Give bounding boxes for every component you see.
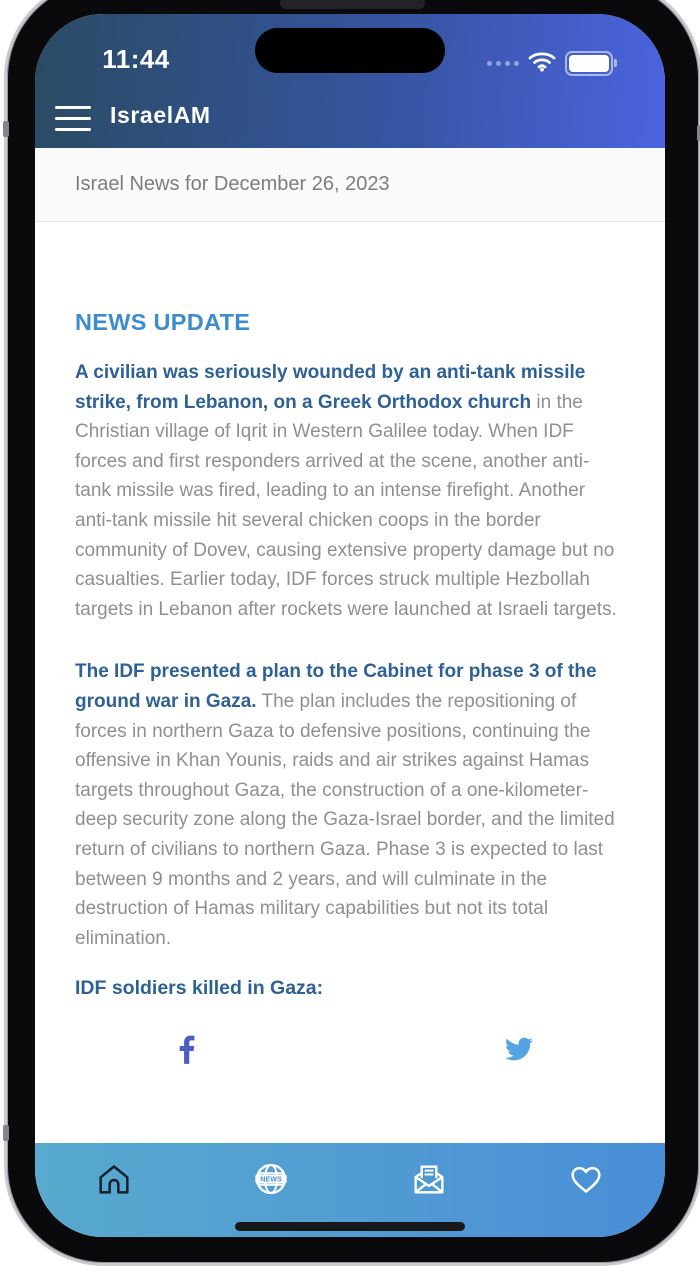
facebook-icon[interactable] (170, 1031, 204, 1067)
article-paragraph (75, 657, 620, 953)
speaker-slot (280, 0, 425, 9)
twitter-icon[interactable] (503, 1035, 535, 1063)
antenna-band (3, 121, 9, 137)
date-header (35, 148, 665, 222)
phone-frame (4, 0, 700, 1266)
paragraph-lead: A civilian was seriously wounded by an anti-tank missile strike, from Lebanon, on a Greek Orthodox church (75, 362, 586, 413)
battery-icon (565, 51, 613, 76)
article-paragraph (75, 358, 620, 624)
dynamic-island (255, 28, 445, 73)
antenna-band (3, 1125, 9, 1141)
home-indicator[interactable] (235, 1222, 465, 1231)
phone-screen (35, 14, 665, 1237)
status-icons (487, 52, 613, 74)
home-icon[interactable] (94, 1159, 134, 1199)
cellular-signal-icon (487, 61, 519, 66)
status-time: 11:44 (102, 44, 170, 74)
app-title: IsraelAM (110, 102, 211, 128)
mail-icon[interactable] (409, 1159, 449, 1199)
date-header-text: Israel News for December 26, 2023 (75, 173, 390, 195)
menu-button[interactable] (55, 106, 91, 132)
app-header (35, 14, 665, 148)
news-icon-label: NEWS (260, 1175, 282, 1184)
article-subheading: IDF soldiers killed in Gaza: (75, 977, 324, 1000)
favorites-heart-icon[interactable] (566, 1159, 606, 1199)
article-heading: NEWS UPDATE (75, 309, 251, 335)
paragraph-body: in the Christian village of Iqrit in Western Galilee today. When IDF forces and first responders arrived at the scene, another anti-tank missile was fired, leading to an intense firefight. Another anti-tank missile hit several chicken coops in the border community of Dovev, causing extensive property damage but no casualties. Earlier today, IDF forces struck multiple Hezbollah targets in Lebanon after rockets were launched at Israeli targets. (75, 391, 617, 620)
social-share-row (75, 1031, 620, 1067)
wifi-icon (528, 50, 556, 77)
paragraph-body: The plan includes the repositioning of forces in northern Gaza to defensive positions, continuing the offensive in Khan Younis, raids and air strikes against Hamas targets throughout Gaza, the construction of a one-kilometer-deep security zone along the Gaza-Israel border, and the limited return of civilians to northern Gaza. Phase 3 is expected to last between 9 months and 2 years, and will culminate in the destruction of Hamas military capabilities but not its total elimination. (75, 690, 615, 949)
paragraph-lead: The IDF presented a plan to the Cabinet for phase 3 of the ground war in Gaza. (75, 661, 597, 712)
news-icon[interactable] (251, 1159, 291, 1199)
article-content (35, 222, 665, 1143)
